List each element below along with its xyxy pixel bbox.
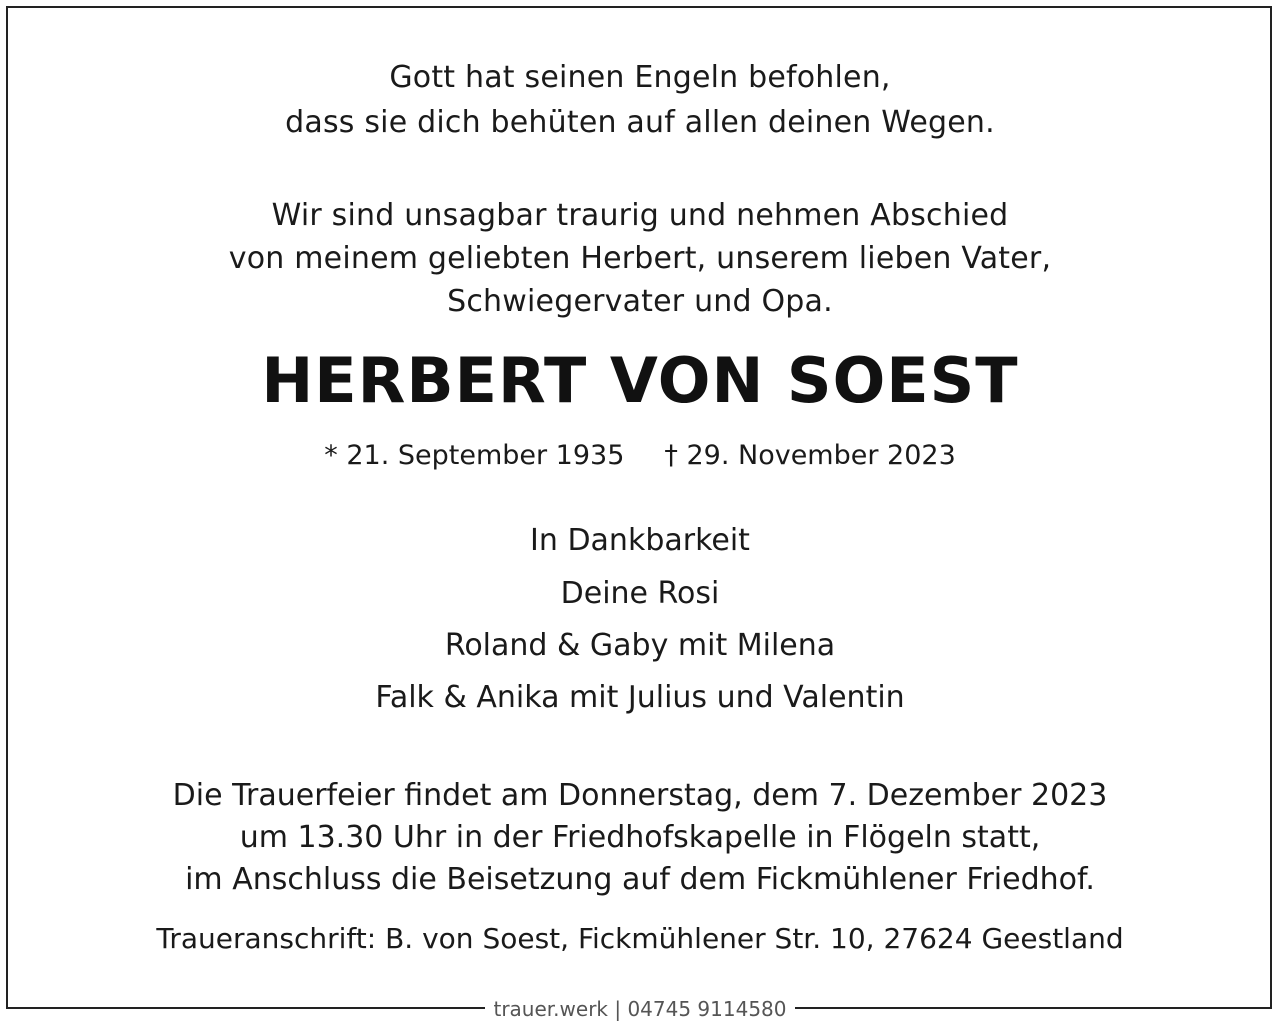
mourning-address: Traueranschrift: B. von Soest, Fickmühlener Str. 10, 27624 Geestland <box>156 922 1124 955</box>
mourner-line: Falk & Anika mit Julius und Valentin <box>375 680 905 715</box>
mourner-line: Deine Rosi <box>560 576 720 611</box>
death-date: † 29. November 2023 <box>664 440 956 471</box>
verse-line-2: dass sie dich behüten auf allen deinen Wegen. <box>285 105 995 140</box>
mourners-heading: In Dankbarkeit <box>530 523 750 558</box>
birth-date: * 21. September 1935 <box>324 440 625 471</box>
deceased-name: HERBERT VON SOEST <box>261 344 1019 417</box>
footer-bar <box>0 996 1280 1022</box>
obituary-border <box>6 6 1272 1009</box>
verse-line-1: Gott hat seinen Engeln befohlen, <box>389 60 891 95</box>
life-dates <box>0 440 1280 471</box>
service-line-2: um 13.30 Uhr in der Friedhofskapelle in Flögeln statt, <box>239 820 1041 855</box>
intro-line-2: von meinem geliebten Herbert, unserem lieben Vater, <box>228 241 1052 276</box>
intro-line-3: Schwiegervater und Opa. <box>447 284 833 319</box>
mourner-line: Roland & Gaby mit Milena <box>444 628 836 663</box>
publisher-contact: trauer.werk | 04745 9114580 <box>485 996 794 1022</box>
service-line-1: Die Trauerfeier findet am Donnerstag, dem 7. Dezember 2023 <box>172 778 1108 813</box>
intro-line-1: Wir sind unsagbar traurig und nehmen Abschied <box>271 198 1009 233</box>
service-line-3: im Anschluss die Beisetzung auf dem Fickmühlener Friedhof. <box>185 862 1095 897</box>
